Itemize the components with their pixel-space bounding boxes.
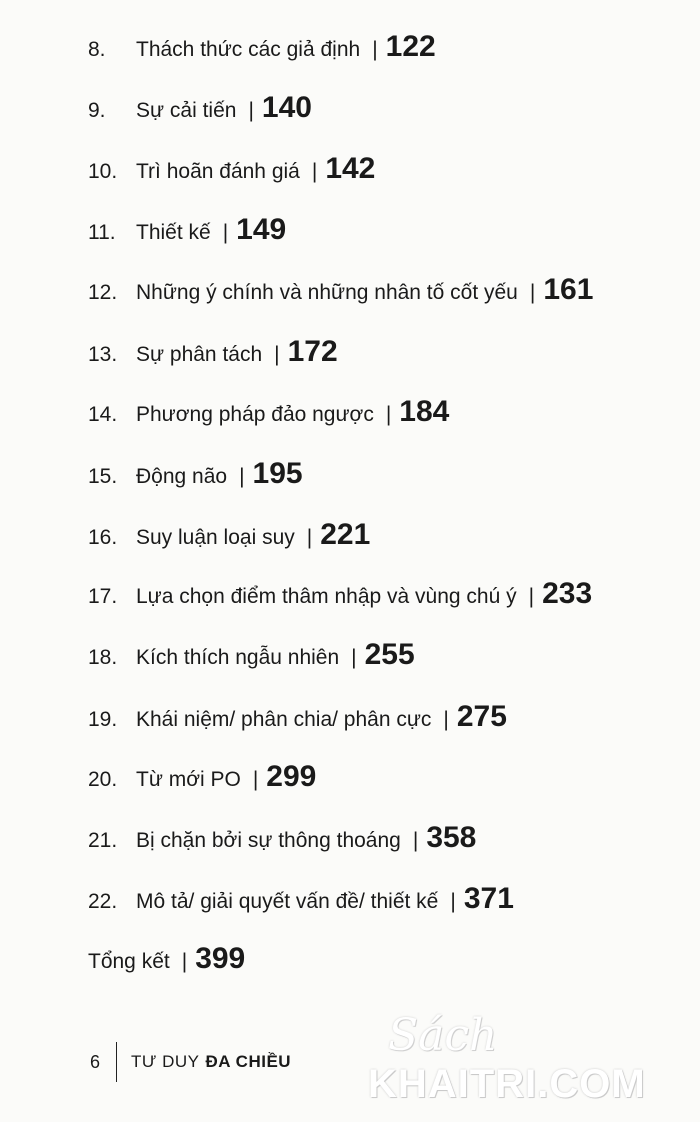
entry-title: Động não	[136, 465, 228, 488]
entry-page: 299	[266, 760, 317, 793]
entry-title: Khái niệm/ phân chia/ phân cực	[136, 708, 432, 731]
watermark-script: Sách	[388, 1010, 498, 1061]
entry-number: 13.	[88, 343, 118, 366]
entry-page: 195	[252, 457, 303, 490]
toc-entry[interactable]	[88, 273, 593, 313]
entry-page: 358	[426, 821, 477, 854]
page-number: 6	[90, 1051, 101, 1072]
entry-title: Lựa chọn điểm thâm nhập và vùng chú ý	[136, 585, 517, 608]
entry-title: Thách thức các giả định	[136, 38, 361, 61]
separator: |	[529, 281, 536, 304]
entry-title: Sự cải tiến	[136, 99, 237, 122]
entry-page: 142	[325, 152, 376, 185]
separator: |	[385, 403, 392, 426]
toc-entry[interactable]	[88, 152, 375, 192]
book-title-normal: TƯ DUY	[131, 1052, 200, 1071]
separator: |	[274, 343, 280, 366]
entry-page: 275	[456, 700, 507, 733]
book-title-bold: ĐA CHIỀU	[205, 1052, 292, 1071]
footer-divider	[116, 1042, 117, 1082]
summary-page: 399	[195, 942, 246, 975]
toc-entry[interactable]	[88, 821, 476, 861]
entry-title: Từ mới PO	[136, 768, 241, 791]
entry-number: 19.	[88, 708, 118, 731]
separator: |	[372, 38, 378, 61]
entry-title: Kích thích ngẫu nhiên	[136, 646, 340, 669]
toc-entry[interactable]	[88, 213, 286, 253]
entry-page: 140	[261, 91, 312, 124]
entry-number: 8.	[88, 38, 106, 61]
entry-title: Suy luận loại suy	[136, 526, 295, 549]
entry-title: Thiết kế	[136, 221, 211, 244]
entry-page: 149	[236, 213, 287, 246]
toc-entry[interactable]	[88, 335, 338, 375]
entry-number: 20.	[88, 768, 118, 791]
separator: |	[412, 829, 419, 852]
separator: |	[351, 646, 357, 669]
toc-entry[interactable]	[88, 700, 507, 740]
toc-entry[interactable]	[88, 760, 316, 800]
separator: |	[248, 99, 254, 122]
entry-page: 255	[364, 638, 415, 671]
entry-number: 9.	[88, 99, 106, 122]
entry-page: 172	[287, 335, 338, 368]
watermark-logo	[368, 1010, 688, 1110]
entry-page: 161	[543, 273, 594, 306]
separator: |	[311, 160, 318, 183]
separator: |	[528, 585, 535, 608]
separator: |	[443, 708, 449, 731]
toc-entry[interactable]	[88, 518, 370, 558]
entry-number: 10.	[88, 160, 118, 183]
entry-title: Phương pháp đảo ngược	[136, 403, 374, 426]
page-footer	[90, 1040, 291, 1084]
separator: |	[450, 890, 456, 913]
entry-page: 371	[463, 882, 514, 915]
entry-number: 12.	[88, 281, 118, 304]
entry-page: 122	[385, 30, 436, 63]
entry-number: 18.	[88, 646, 118, 669]
toc-entry[interactable]	[88, 457, 303, 497]
separator: |	[252, 768, 259, 791]
entry-number: 15.	[88, 465, 118, 488]
entry-number: 11.	[88, 221, 116, 244]
entry-page: 233	[542, 577, 593, 610]
watermark-brand: KHAITRI.COM	[368, 1062, 646, 1106]
entry-title: Những ý chính và những nhân tố cốt yếu	[136, 281, 518, 304]
separator: |	[222, 221, 229, 244]
summary-title: Tổng kết	[88, 950, 170, 973]
entry-number: 14.	[88, 403, 118, 426]
separator: |	[239, 465, 245, 488]
entry-title: Mô tả/ giải quyết vấn đề/ thiết kế	[136, 890, 439, 913]
entry-number: 17.	[88, 585, 118, 608]
entry-number: 22.	[88, 890, 118, 913]
toc-entry[interactable]	[88, 882, 514, 922]
entry-number: 21.	[88, 829, 118, 852]
entry-title: Bị chặn bởi sự thông thoáng	[136, 829, 401, 852]
toc-entry[interactable]	[88, 91, 312, 131]
toc-entry-summary[interactable]	[88, 942, 245, 982]
entry-page: 221	[320, 518, 371, 551]
toc-entry[interactable]	[88, 30, 436, 70]
entry-page: 184	[399, 395, 450, 428]
toc-entry[interactable]	[88, 395, 449, 435]
separator: |	[306, 526, 313, 549]
entry-number: 16.	[88, 526, 118, 549]
toc-entry[interactable]	[88, 577, 592, 617]
separator: |	[181, 950, 188, 973]
toc-entry[interactable]	[88, 638, 415, 678]
entry-title: Sự phân tách	[136, 343, 263, 366]
entry-title: Trì hoãn đánh giá	[136, 160, 300, 183]
